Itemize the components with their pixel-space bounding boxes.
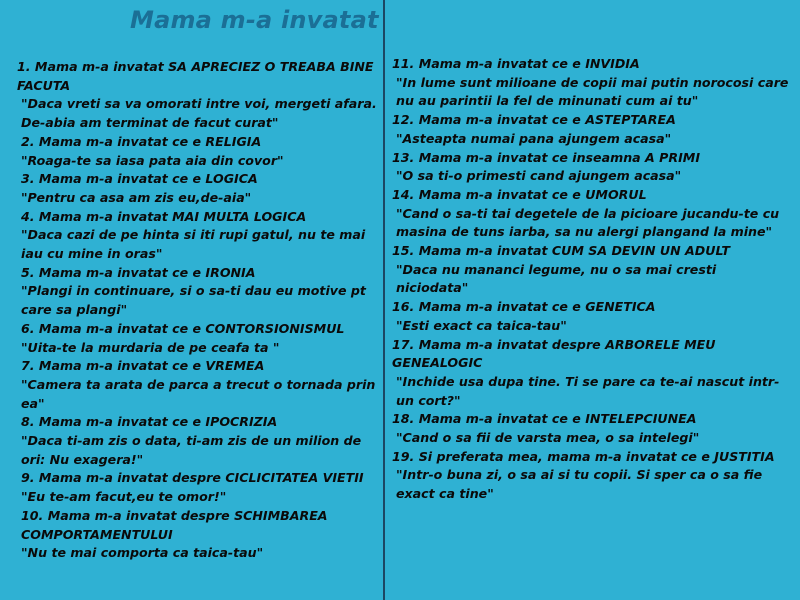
lesson-item (392, 298, 790, 335)
lesson-item (392, 242, 790, 298)
lesson-item (17, 469, 385, 506)
lesson-item (17, 320, 385, 357)
lesson-heading: 10. Mama m-a invatat despre SCHIMBAREA COMPORTAMENTULUI (21, 507, 328, 542)
lesson-quote: "Daca vreti sa va omorati intre voi, mergeti afara. De-abia am terminat de facut curat" (21, 96, 377, 131)
lesson-quote: "Camera ta arata de parca a trecut o tornada prin ea" (21, 376, 376, 411)
lesson-item (17, 413, 385, 469)
lesson-quote: "Pentru ca asa am zis eu,de-aia" (21, 189, 252, 205)
lesson-heading: 8. Mama m-a invatat ce e IPOCRIZIA (21, 414, 278, 430)
lesson-item (392, 149, 790, 186)
lesson-item (392, 410, 790, 447)
lesson-quote: "Plangi in continuare, si o sa-ti dau eu motive pt care sa plangi" (21, 283, 366, 318)
lesson-item (17, 170, 385, 207)
lesson-item (392, 111, 790, 148)
lesson-quote: "In lume sunt milioane de copii mai putin norocosi care nu au parintii la fel de minunati cum ai tu" (396, 74, 789, 109)
lesson-item (392, 55, 790, 111)
lesson-quote: "O sa ti-o primesti cand ajungem acasa" (396, 168, 682, 184)
lesson-heading: 3. Mama m-a invatat ce e LOGICA (21, 171, 258, 187)
lesson-heading: 5. Mama m-a invatat ce e IRONIA (21, 264, 256, 280)
lesson-quote: "Daca cazi de pe hinta si iti rupi gatul, nu te mai iau cu mine in oras" (21, 227, 366, 262)
lesson-item (17, 208, 385, 264)
lesson-heading: 14. Mama m-a invatat ce e UMORUL (392, 186, 647, 202)
lesson-quote: "Nu te mai comporta ca taica-tau" (21, 545, 264, 561)
lesson-item (392, 336, 790, 411)
lesson-quote: "Roaga-te sa iasa pata aia din covor" (21, 152, 284, 168)
lesson-heading: 4. Mama m-a invatat MAI MULTA LOGICA (21, 208, 307, 224)
lesson-heading: 6. Mama m-a invatat ce e CONTORSIONISMUL (21, 320, 345, 336)
lesson-quote: "Asteapta numai pana ajungem acasa" (396, 130, 672, 146)
lesson-item (17, 357, 385, 413)
lesson-heading: 17. Mama m-a invatat despre ARBORELE MEU GENEALOGIC (392, 336, 716, 371)
lesson-quote: "Cand o sa-ti tai degetele de la picioare jucandu-te cu masina de tuns iarba, sa nu alergi plangand la mine" (396, 205, 780, 240)
lesson-quote: "Daca nu mananci legume, nu o sa mai cresti niciodata" (396, 261, 717, 296)
lesson-quote: "Uita-te la murdaria de pe ceafa ta " (21, 339, 280, 355)
lesson-quote: "Daca ti-am zis o data, ti-am zis de un milion de ori: Nu exagera!" (21, 433, 362, 467)
lesson-heading: 19. Si preferata mea, mama m-a invatat ce e JUSTITIA (392, 448, 775, 464)
right-column (392, 55, 790, 504)
lesson-quote: "Inchide usa dupa tine. Ti se pare ca te-ai nascut intr-un cort?" (396, 373, 780, 408)
lesson-quote: "Cand o sa fii de varsta mea, o sa intelegi" (396, 430, 700, 446)
lesson-item (17, 58, 385, 133)
lesson-heading: 12. Mama m-a invatat ce e ASTEPTAREA (392, 112, 676, 128)
left-column (17, 58, 385, 563)
lesson-heading: 13. Mama m-a invatat ce inseamna A PRIMI (392, 149, 701, 165)
lesson-heading: 15. Mama m-a invatat CUM SA DEVIN UN ADULT (392, 243, 730, 259)
lesson-heading: 1. Mama m-a invatat SA APRECIEZ O TREABA BINE FACUTA (17, 59, 374, 93)
lesson-heading: 16. Mama m-a invatat ce e GENETICA (392, 299, 656, 315)
lesson-quote: "Intr-o buna zi, o sa ai si tu copii. Si sper ca o sa fie exact ca tine" (396, 467, 763, 502)
lesson-item (392, 186, 790, 242)
lesson-heading: 9. Mama m-a invatat despre CICLICITATEA VIETII (21, 470, 364, 486)
lesson-heading: 18. Mama m-a invatat ce e INTELEPCIUNEA (392, 411, 697, 427)
lesson-heading: 2. Mama m-a invatat ce e RELIGIA (21, 133, 262, 149)
lesson-heading: 7. Mama m-a invatat ce e VREMEA (21, 358, 265, 374)
lesson-heading: 11. Mama m-a invatat ce e INVIDIA (392, 56, 640, 71)
page-title: Mama m-a invatat (130, 6, 379, 34)
lesson-item (392, 448, 790, 504)
lesson-item (17, 507, 385, 563)
lesson-item (17, 133, 385, 170)
lesson-quote: "Esti exact ca taica-tau" (396, 317, 567, 333)
lesson-item (17, 264, 385, 320)
lesson-quote: "Eu te-am facut,eu te omor!" (21, 489, 227, 505)
